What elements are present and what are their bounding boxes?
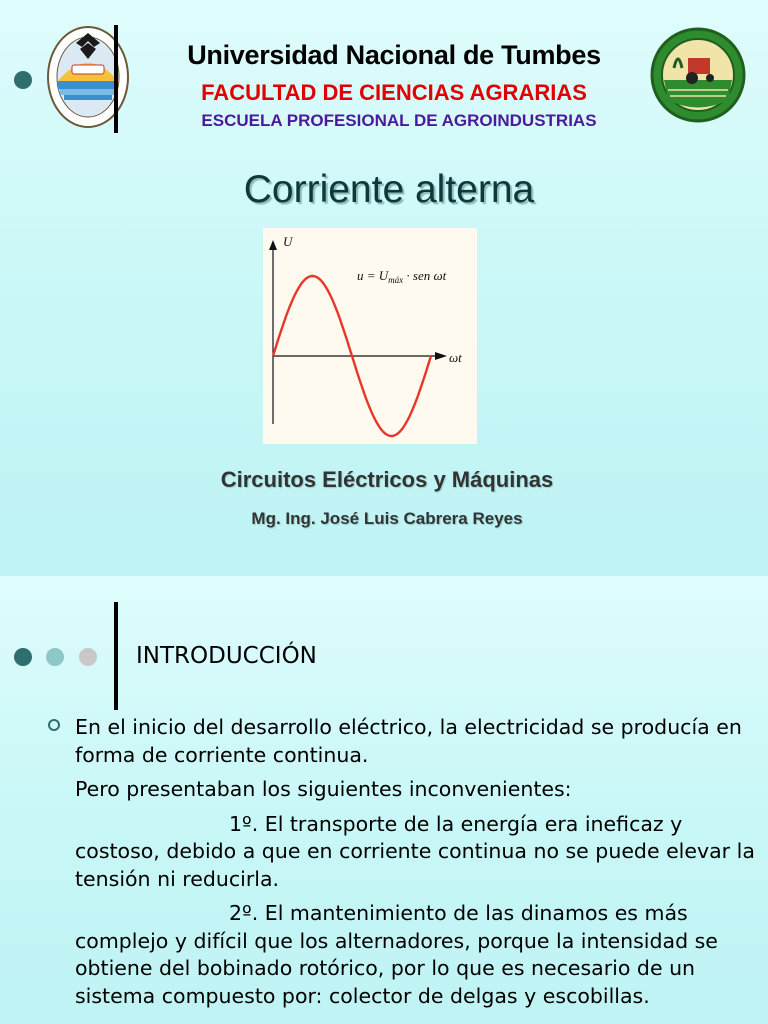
x-axis-arrow-icon <box>435 352 447 360</box>
paragraph: 1º. El transporte de la energía era ineficaz y costoso, debido a que en corriente continua no se puede elevar la tensión ni reducirla. <box>75 811 755 891</box>
faculty-seal-icon <box>648 20 748 130</box>
heading-divider <box>114 602 118 710</box>
paragraph: 2º. El mantenimiento de las dinamos es más complejo y difícil que los alternadores, porque la intensidad se obtiene del bobinado rotórico, por lo que es necesario de un sistema compuesto por: colector de delgas y escobillas. <box>75 901 718 1008</box>
y-axis-arrow-icon <box>269 240 277 250</box>
sine-wave-figure <box>263 228 477 444</box>
section-heading: INTRODUCCIÓN <box>136 643 317 669</box>
slide-dot-icon <box>79 648 97 666</box>
slide-title: Corriente alterna <box>243 168 535 211</box>
course-name: Circuitos Eléctricos y Máquinas <box>220 467 554 492</box>
x-axis-label: ωt <box>449 350 462 365</box>
slide-dot-icon <box>14 648 32 666</box>
faculty-name: FACULTAD DE CIENCIAS AGRARIAS <box>201 80 587 105</box>
bullet-ring-icon <box>48 719 60 731</box>
university-name: Universidad Nacional de Tumbes <box>187 40 601 70</box>
school-name: ESCUELA PROFESIONAL DE AGROINDUSTRIAS <box>201 111 597 130</box>
paragraph: En el inicio del desarrollo eléctrico, la electricidad se producía en forma de corriente continua. <box>75 715 742 767</box>
formula-label: $u = U_{máx}$ · sen ωt <box>357 268 447 285</box>
y-axis-label: U <box>283 234 293 249</box>
intro-body <box>75 714 755 1017</box>
author-name: Mg. Ing. José Luis Cabrera Reyes <box>251 509 523 528</box>
slide-dot-icon <box>46 648 64 666</box>
paragraph: Pero presentaban los siguientes inconvenientes: <box>75 777 572 801</box>
